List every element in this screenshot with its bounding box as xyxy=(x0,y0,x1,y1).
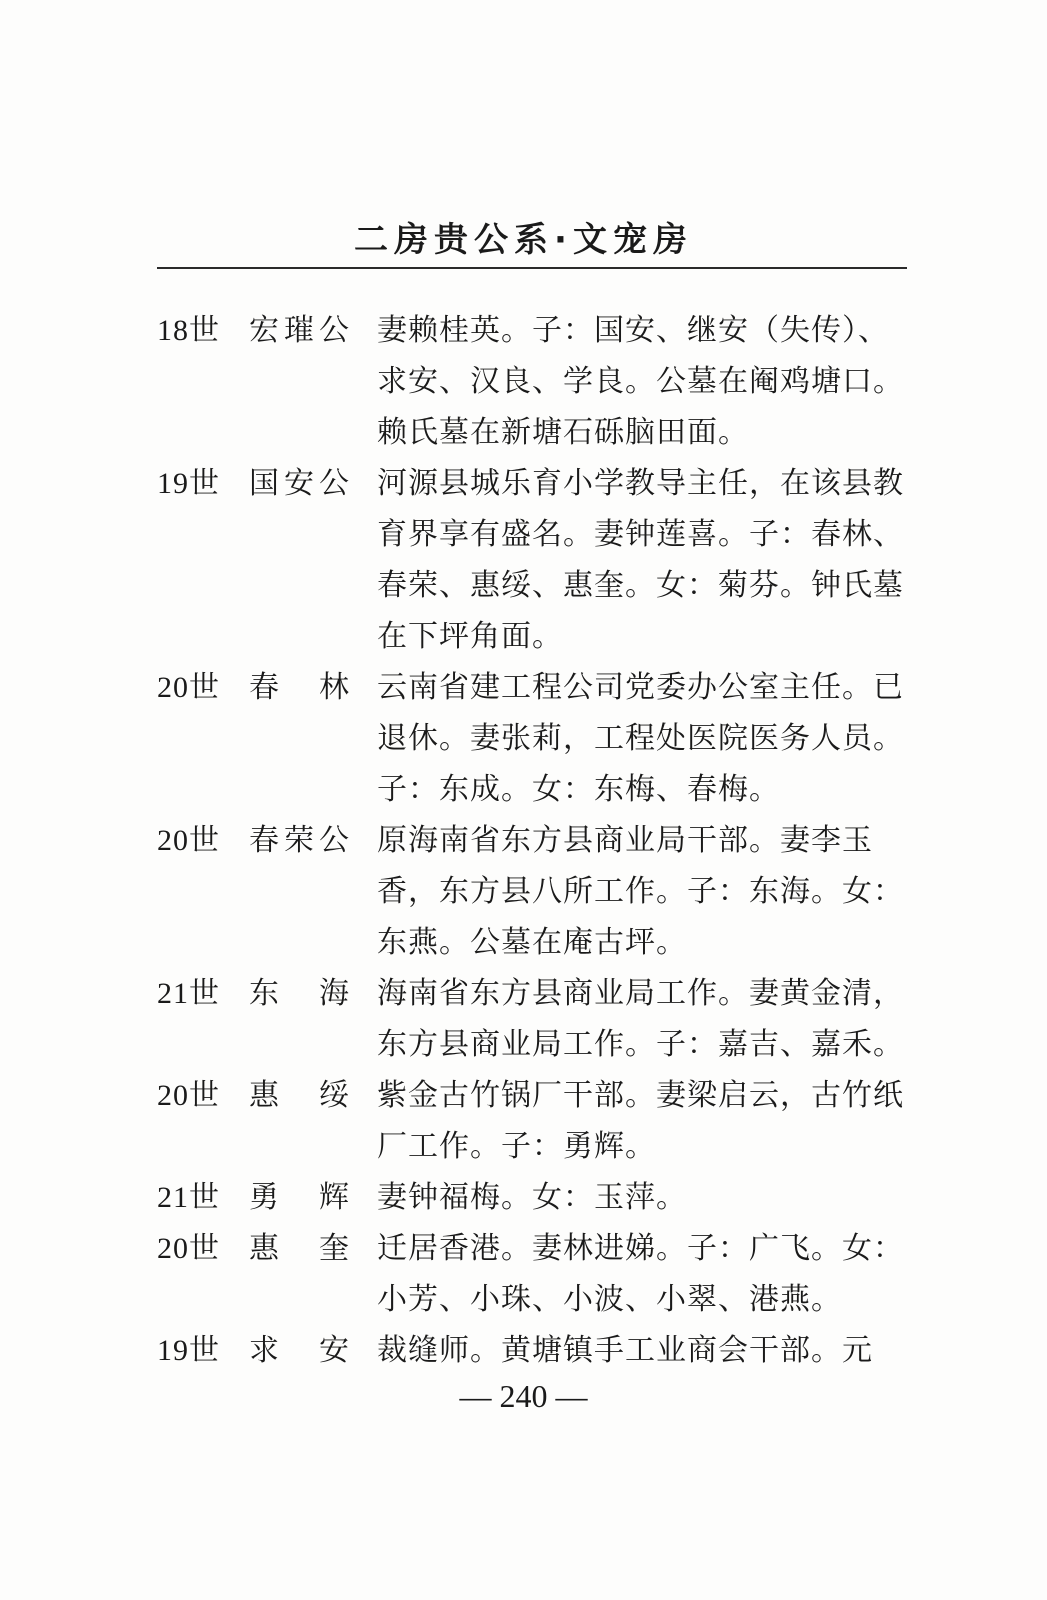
entry-description: 妻钟福梅。女：玉萍。 xyxy=(377,1180,687,1215)
genealogy-entry xyxy=(157,968,917,1070)
genealogy-entry-list xyxy=(157,305,917,1376)
entry-generation: 20世 xyxy=(157,1079,220,1112)
genealogy-entry xyxy=(157,1223,917,1325)
page-number: — 240 — xyxy=(459,1378,588,1414)
running-header-title: 二房贵公系·文宠房 xyxy=(354,220,693,260)
header-rule-divider xyxy=(157,267,907,269)
entry-description: 河源县城乐育小学教导主任，在该县教育界享有盛名。妻钟莲喜。子：春林、春荣、惠绥、惠奎。女：菊芬。钟氏墓在下坪角面。 xyxy=(377,466,904,654)
entry-generation: 21世 xyxy=(157,977,220,1010)
genealogy-entry xyxy=(157,1172,917,1223)
genealogy-entry xyxy=(157,305,917,458)
entry-description: 妻赖桂英。子：国安、继安（失传）、求安、汉良、学良。公墓在阉鸡塘口。赖氏墓在新塘石砾脑田面。 xyxy=(377,313,904,450)
entry-generation: 18世 xyxy=(157,314,220,347)
entry-generation: 20世 xyxy=(157,671,220,704)
entry-name: 东海 xyxy=(249,976,349,1011)
entry-description: 紫金古竹锅厂干部。妻梁启云，古竹纸厂工作。子：勇辉。 xyxy=(377,1078,904,1164)
entry-name: 惠奎 xyxy=(249,1231,349,1266)
entry-name: 春荣公 xyxy=(249,823,349,858)
genealogy-entry xyxy=(157,1325,917,1376)
entry-name: 勇辉 xyxy=(249,1180,349,1215)
entry-generation: 19世 xyxy=(157,467,220,500)
entry-generation: 20世 xyxy=(157,1232,220,1265)
entry-name: 宏璀公 xyxy=(249,313,349,348)
genealogy-entry xyxy=(157,815,917,968)
entry-description: 原海南省东方县商业局干部。妻李玉香，东方县八所工作。子：东海。女：东燕。公墓在庵古坪。 xyxy=(377,823,904,960)
entry-description: 裁缝师。黄塘镇手工业商会干部。元 xyxy=(377,1333,873,1368)
entry-name: 国安公 xyxy=(249,466,349,501)
genealogy-entry xyxy=(157,458,917,662)
genealogy-entry xyxy=(157,662,917,815)
entry-name: 惠绥 xyxy=(249,1078,349,1113)
entry-generation: 19世 xyxy=(157,1334,220,1367)
entry-generation: 21世 xyxy=(157,1181,220,1214)
entry-description: 迁居香港。妻林进娣。子：广飞。女：小芳、小珠、小波、小翠、港燕。 xyxy=(377,1231,904,1317)
genealogy-entry xyxy=(157,1070,917,1172)
entry-name: 求安 xyxy=(249,1333,349,1368)
entry-description: 云南省建工程公司党委办公室主任。已退休。妻张莉，工程处医院医务人员。子：东成。女：东梅、春梅。 xyxy=(377,670,904,807)
entry-generation: 20世 xyxy=(157,824,220,857)
entry-description: 海南省东方县商业局工作。妻黄金清，东方县商业局工作。子：嘉吉、嘉禾。 xyxy=(377,976,904,1062)
entry-name: 春林 xyxy=(249,670,349,705)
